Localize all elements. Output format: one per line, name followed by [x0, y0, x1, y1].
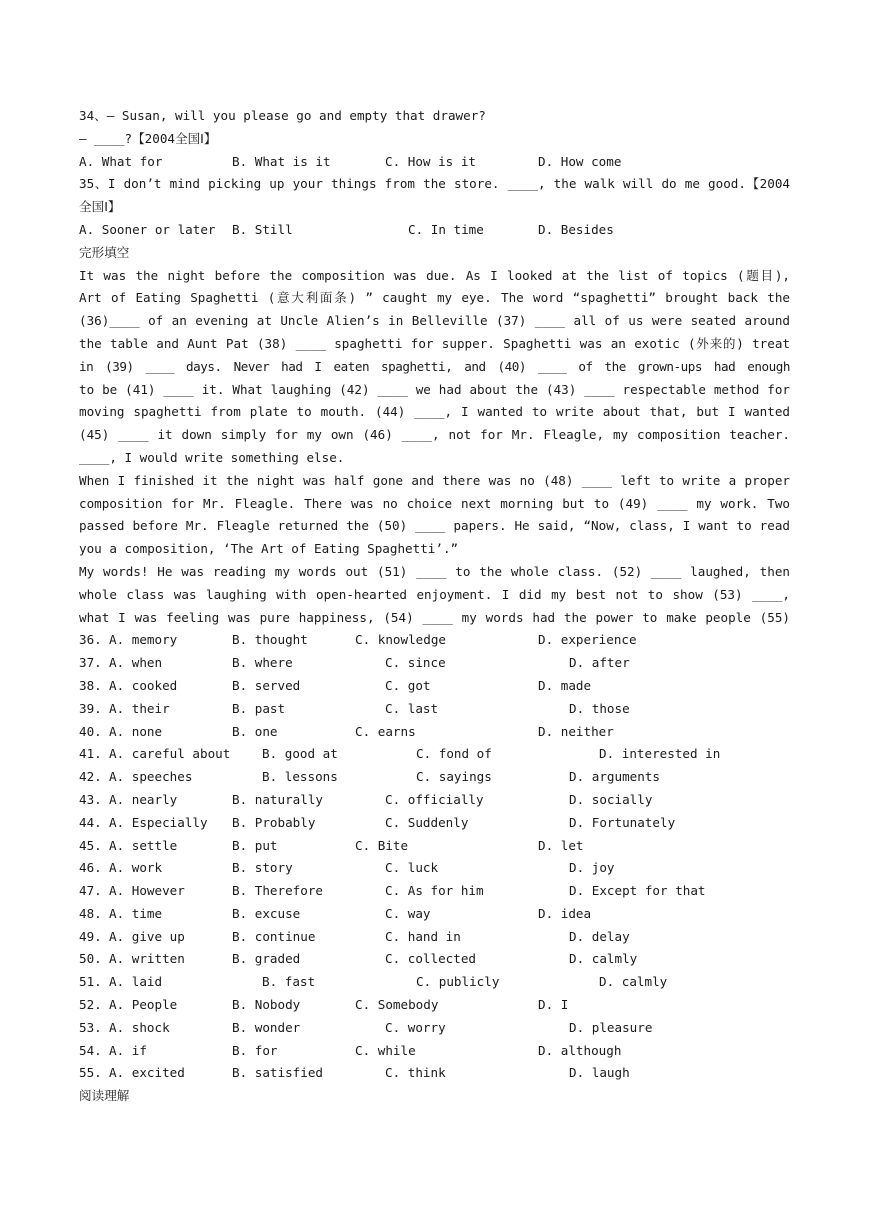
cloze-question-37	[79, 652, 790, 675]
option-d: D. experience	[538, 632, 637, 648]
option-b: B. satisfied	[232, 1065, 323, 1081]
question-number: 50.	[79, 951, 102, 967]
option-a: A. if	[109, 1042, 147, 1058]
option-c: C. publicly	[416, 974, 500, 990]
question-number: 47.	[79, 883, 102, 899]
option-c: C. while	[355, 1042, 416, 1058]
question-34-options	[79, 151, 790, 174]
option-c: C. got	[385, 677, 431, 693]
question-34-stem: 34、— Susan, will you please go and empty that drawer?	[79, 108, 486, 123]
question-number: 53.	[79, 1019, 102, 1035]
option-d: D. Except for that	[569, 883, 706, 899]
option-a: A. work	[109, 860, 163, 876]
option-d: D. pleasure	[569, 1019, 653, 1035]
question-number: 38.	[79, 677, 102, 693]
option-d: D. after	[569, 655, 630, 671]
passage-line: It was the night before the composition was due. As I looked at the list of topics (题目),	[79, 267, 790, 283]
option-a: A. shock	[109, 1019, 170, 1035]
option-a: A. time	[109, 905, 163, 921]
option-b: B. where	[232, 655, 293, 671]
cloze-question-47	[79, 880, 790, 903]
cloze-question-39	[79, 698, 790, 721]
option-c: C. since	[385, 655, 446, 671]
option-c: C. worry	[385, 1019, 446, 1035]
question-number: 55.	[79, 1065, 102, 1081]
option-c: C. How is it	[385, 153, 476, 169]
passage-line: whole class was laughing with open-hearted enjoyment. I did my best not to show (53) ____,	[79, 586, 790, 602]
cloze-question-40	[79, 721, 790, 744]
option-d: D. How come	[538, 153, 622, 169]
passage-line: moving spaghetti from plate to mouth. (44) ____, I wanted to write about that, but I wanted	[79, 404, 790, 420]
question-number: 41.	[79, 746, 102, 762]
option-b: B. put	[232, 837, 278, 853]
cloze-passage	[79, 265, 790, 630]
question-number: 40.	[79, 723, 102, 739]
option-a: A. cooked	[109, 677, 178, 693]
option-c: C. hand in	[385, 928, 461, 944]
option-d: D. Fortunately	[569, 814, 676, 830]
option-b: B. fast	[262, 974, 316, 990]
passage-line: When I finished it the night was half gone and there was no (48) ____ left to write a proper	[79, 472, 790, 488]
option-a: A. give up	[109, 928, 185, 944]
cloze-question-43	[79, 789, 790, 812]
question-number: 52.	[79, 997, 102, 1013]
cloze-question-55	[79, 1062, 790, 1085]
question-number: 37.	[79, 655, 102, 671]
cloze-question-41	[79, 743, 790, 766]
option-c: C. way	[385, 905, 431, 921]
question-number: 46.	[79, 860, 102, 876]
option-b: B. served	[232, 677, 301, 693]
option-a: A. speeches	[109, 769, 193, 785]
passage-line: you a composition, ‘The Art of Eating Spaghetti’.”	[79, 541, 459, 557]
option-d: D. laugh	[569, 1065, 630, 1081]
option-d: D. delay	[569, 928, 630, 944]
cloze-question-53	[79, 1017, 790, 1040]
question-35-options	[79, 219, 790, 242]
option-c: C. In time	[408, 221, 484, 237]
option-d: D. calmly	[599, 974, 668, 990]
option-c: C. Suddenly	[385, 814, 469, 830]
option-b: B. lessons	[262, 769, 338, 785]
option-a: A. laid	[109, 974, 163, 990]
question-number: 43.	[79, 791, 102, 807]
option-a: A. People	[109, 997, 178, 1013]
question-number: 51.	[79, 974, 102, 990]
passage-line: (45) ____ it down simply for my own (46) ____, not for Mr. Fleagle, my composition teacher.	[79, 427, 790, 443]
option-a: A. excited	[109, 1065, 185, 1081]
cloze-question-42	[79, 766, 790, 789]
option-a: A. nearly	[109, 791, 178, 807]
option-b: B. continue	[232, 928, 316, 944]
option-b: B. Therefore	[232, 883, 323, 899]
option-d: D. neither	[538, 723, 614, 739]
passage-line: the table and Aunt Pat (38) ____ spaghetti for supper. Spaghetti was an exotic (外来的) treat	[79, 335, 790, 351]
passage-line: what I was feeling was pure happiness, (54) ____ my words had the power to make people (55)	[79, 609, 790, 625]
option-d: D. those	[569, 700, 630, 716]
question-number: 45.	[79, 837, 102, 853]
passage-line: in (39) ____ days. Never had I eaten spaghetti, and (40) ____ of the grown-ups had enough	[79, 358, 790, 374]
option-a: A. Sooner or later	[79, 221, 216, 237]
option-c: C. Bite	[355, 837, 409, 853]
option-d: D. arguments	[569, 769, 660, 785]
option-c: C. sayings	[416, 769, 492, 785]
cloze-question-49	[79, 926, 790, 949]
option-c: C. collected	[385, 951, 476, 967]
option-b: B. Nobody	[232, 997, 301, 1013]
option-b: B. one	[232, 723, 278, 739]
option-a: A. when	[109, 655, 163, 671]
option-b: B. excuse	[232, 905, 301, 921]
cloze-question-52	[79, 994, 790, 1017]
cloze-question-46	[79, 857, 790, 880]
option-a: A. However	[109, 883, 185, 899]
option-a: A. settle	[109, 837, 178, 853]
option-b: B. naturally	[232, 791, 323, 807]
cloze-question-36	[79, 629, 790, 652]
option-b: B. Probably	[232, 814, 316, 830]
option-c: C. earns	[355, 723, 416, 739]
option-a: A. none	[109, 723, 163, 739]
option-b: B. wonder	[232, 1019, 301, 1035]
cloze-question-38	[79, 675, 790, 698]
cloze-heading: 完形填空	[79, 244, 130, 260]
question-35-stem: 35、I don’t mind picking up your things from the store. ____, the walk will do me good.【2004	[79, 176, 790, 192]
option-d: D. Besides	[538, 221, 614, 237]
question-number: 54.	[79, 1042, 102, 1058]
question-number: 42.	[79, 769, 102, 785]
option-d: D. socially	[569, 791, 653, 807]
option-b: B. story	[232, 860, 293, 876]
option-b: B. Still	[232, 221, 293, 237]
option-b: B. past	[232, 700, 286, 716]
option-c: C. luck	[385, 860, 439, 876]
option-c: C. officially	[385, 791, 484, 807]
option-a: A. Especially	[109, 814, 208, 830]
cloze-question-44	[79, 812, 790, 835]
option-c: C. think	[385, 1065, 446, 1081]
option-d: D. interested in	[599, 746, 721, 762]
question-number: 36.	[79, 632, 102, 648]
option-d: D. calmly	[569, 951, 638, 967]
cloze-question-48	[79, 903, 790, 926]
option-b: B. What is it	[232, 153, 331, 169]
option-d: D. made	[538, 677, 592, 693]
passage-line: passed before Mr. Fleagle returned the (50) ____ papers. He said, “Now, class, I want to read	[79, 518, 790, 534]
passage-line: (36)____ of an evening at Uncle Alien’s in Belleville (37) ____ all of us were seated around	[79, 313, 790, 329]
cloze-question-51	[79, 971, 790, 994]
cloze-questions	[79, 629, 790, 1085]
option-c: C. knowledge	[355, 632, 446, 648]
option-d: D. let	[538, 837, 584, 853]
question-number: 44.	[79, 814, 102, 830]
option-a: A. written	[109, 951, 185, 967]
cloze-question-45	[79, 835, 790, 858]
option-b: B. good at	[262, 746, 338, 762]
option-c: C. Somebody	[355, 997, 439, 1013]
passage-line: ____, I would write something else.	[79, 449, 345, 465]
passage-line: composition for Mr. Fleagle. There was no choice next morning but to (49) ____ my work. Two	[79, 495, 790, 511]
question-34-reply: — ____?【2004全国Ⅰ】	[79, 130, 217, 146]
option-a: A. memory	[109, 632, 178, 648]
question-number: 48.	[79, 905, 102, 921]
option-b: B. thought	[232, 632, 308, 648]
option-d: D. joy	[569, 860, 615, 876]
cloze-question-54	[79, 1040, 790, 1063]
question-number: 49.	[79, 928, 102, 944]
option-d: D. I	[538, 997, 569, 1013]
passage-line: to be (41) ____ it. What laughing (42) ____ we had about the (43) ____ respectable method for	[79, 381, 790, 397]
passage-line: My words! He was reading my words out (51) ____ to the whole class. (52) ____ laughed, then	[79, 563, 790, 579]
option-c: C. As for him	[385, 883, 484, 899]
option-d: D. idea	[538, 905, 592, 921]
option-c: C. last	[385, 700, 439, 716]
option-a: A. careful about	[109, 746, 231, 762]
option-d: D. although	[538, 1042, 622, 1058]
passage-line: Art of Eating Spaghetti (意大利面条) ” caught my eye. The word “spaghetti” brought back the	[79, 290, 790, 306]
reading-heading: 阅读理解	[79, 1088, 130, 1104]
option-b: B. graded	[232, 951, 301, 967]
cloze-question-50	[79, 948, 790, 971]
option-b: B. for	[232, 1042, 278, 1058]
document-page	[79, 105, 790, 1108]
option-a: A. their	[109, 700, 170, 716]
option-a: A. What for	[79, 153, 163, 169]
question-35-stem-cont: 全国Ⅰ】	[79, 199, 121, 215]
question-number: 39.	[79, 700, 102, 716]
option-c: C. fond of	[416, 746, 492, 762]
